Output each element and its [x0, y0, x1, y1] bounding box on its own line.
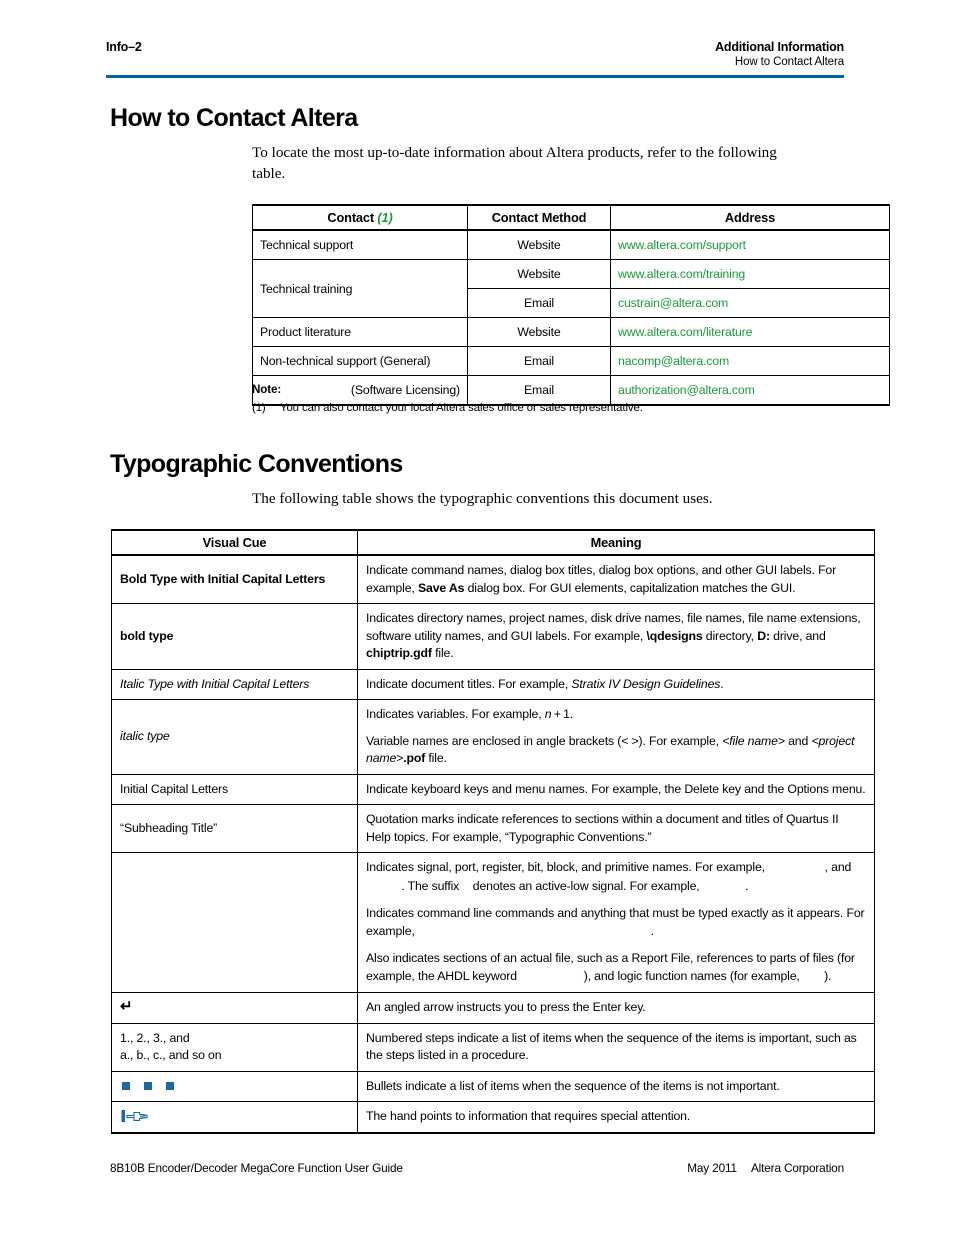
- heading-typographic-conventions: Typographic Conventions: [110, 450, 403, 478]
- note-text: You can also contact your local Altera sales office or sales representative.: [280, 402, 643, 414]
- table-row: [253, 318, 890, 347]
- table-row: [112, 805, 875, 853]
- bullet-square-icon: [166, 1082, 174, 1090]
- meaning-paragraph: Indicate keyboard keys and menu names. For example, the Delete key and the Options menu.: [366, 781, 866, 796]
- cell-visual-cue: [112, 604, 358, 670]
- meaning-paragraph: The hand points to information that requires special attention.: [366, 1109, 691, 1123]
- cell-method: Email: [468, 376, 611, 406]
- link-address[interactable]: custrain@altera.com: [618, 296, 729, 310]
- bullet-square-icon: [144, 1082, 152, 1090]
- note-label: Note:: [252, 383, 282, 396]
- typographic-conventions-table: [111, 529, 875, 1134]
- cell-method: Website: [468, 260, 611, 289]
- meaning-paragraph: Numbered steps indicate a list of items when the sequence of the items is important, such as the steps listed in a procedure.: [366, 1030, 857, 1062]
- pointing-hand-icon: [120, 1109, 349, 1125]
- cell-contact: Technical support: [253, 230, 468, 260]
- table-row: [253, 260, 890, 289]
- visual-cue-line: bold type: [120, 628, 174, 643]
- cell-contact: Non-technical support (General): [253, 347, 468, 376]
- cell-visual-cue: [112, 700, 358, 775]
- cell-meaning: [358, 555, 875, 604]
- cell-meaning: [358, 700, 875, 775]
- link-address[interactable]: nacomp@altera.com: [618, 354, 730, 368]
- table-row: [112, 774, 875, 805]
- cell-visual-cue-enter-arrow: [112, 993, 358, 1024]
- cell-address: [611, 318, 890, 347]
- hand-icon-svg: [121, 1109, 151, 1125]
- chapter-title: Additional Information: [715, 40, 844, 54]
- cell-contact: Product literature: [253, 318, 468, 347]
- cell-meaning: [358, 604, 875, 670]
- cell-meaning: [358, 1023, 875, 1071]
- meaning-paragraph: Indicate command names, dialog box titles, dialog box options, and other GUI labels. For example, Save As dialog box. For GUI elements, capitalization matches the GUI.: [366, 563, 837, 595]
- bullet-list-sample: [120, 1082, 349, 1090]
- cell-visual-cue: [112, 669, 358, 700]
- cell-contact: Technical training: [253, 260, 468, 318]
- column-header-contact: [253, 205, 468, 230]
- cell-meaning: [358, 1071, 875, 1102]
- cell-address: [611, 230, 890, 260]
- cell-meaning: [358, 805, 875, 853]
- link-address[interactable]: www.altera.com/support: [618, 238, 746, 252]
- meaning-paragraph: Indicates variables. For example, n + 1.: [366, 707, 574, 721]
- cell-address: [611, 289, 890, 318]
- meaning-paragraph: An angled arrow instructs you to press the Enter key.: [366, 1000, 646, 1014]
- running-head: [106, 40, 844, 69]
- table-row: [253, 230, 890, 260]
- cell-method: Email: [468, 289, 611, 318]
- paragraph-typographic-intro: The following table shows the typographic conventions this document uses.: [252, 490, 713, 507]
- footnote-reference-1: (1): [377, 210, 393, 225]
- cell-meaning: [358, 1102, 875, 1133]
- header-rule: [106, 75, 844, 78]
- cell-address: [611, 260, 890, 289]
- table-row: [112, 853, 875, 993]
- visual-cue-line: Bold Type with Initial Capital Letters: [120, 571, 326, 586]
- cell-visual-cue: [112, 853, 358, 993]
- running-head-right: [715, 40, 844, 69]
- visual-cue-line: a., b., c., and so on: [120, 1048, 222, 1062]
- table-row: [112, 700, 875, 775]
- page-footer: [110, 1161, 844, 1175]
- column-header-contact-label: Contact: [327, 210, 374, 225]
- cell-visual-cue: [112, 774, 358, 805]
- cell-visual-cue: [112, 805, 358, 853]
- column-header-contact-method: Contact Method: [468, 205, 611, 230]
- meaning-paragraph: Indicate document titles. For example, Stratix IV Design Guidelines.: [366, 676, 724, 691]
- meaning-paragraph: Bullets indicate a list of items when the sequence of the items is not important.: [366, 1078, 780, 1093]
- bullet-square-icon: [122, 1082, 130, 1090]
- cell-visual-cue: [112, 1023, 358, 1071]
- visual-cue-line: 1., 2., 3., and: [120, 1030, 190, 1045]
- heading-how-to-contact-altera: How to Contact Altera: [110, 104, 358, 132]
- table-row: [112, 1023, 875, 1071]
- table-row: [253, 347, 890, 376]
- cell-contact: (Software Licensing): [253, 376, 468, 406]
- section-title: How to Contact Altera: [734, 55, 844, 68]
- enter-arrow-icon: ↵: [120, 998, 133, 1015]
- table-header-row: [112, 530, 875, 555]
- cell-meaning: [358, 774, 875, 805]
- page-number: Info–2: [106, 40, 142, 54]
- visual-cue-line: “Subheading Title”: [120, 820, 218, 835]
- visual-cue-line: Italic Type with Initial Capital Letters: [120, 676, 310, 691]
- footer-company: Altera Corporation: [750, 1161, 844, 1175]
- footer-date: May 2011: [687, 1161, 737, 1175]
- column-header-meaning: Meaning: [358, 530, 875, 555]
- contact-table-body: [253, 230, 890, 405]
- meaning-paragraph: Quotation marks indicate references to sections within a document and titles of Quartus II Help topics. For example, “Typographic Conventions.”: [366, 812, 839, 844]
- contact-table-note: [252, 383, 844, 415]
- cell-method: Email: [468, 347, 611, 376]
- visual-cue-line: italic type: [120, 729, 170, 743]
- table-row: [112, 604, 875, 670]
- table-row: [112, 1071, 875, 1102]
- meaning-paragraph: Indicates command line commands and anything that must be typed exactly as it appears. For example, .: [366, 906, 865, 938]
- column-header-address: Address: [611, 205, 890, 230]
- table-row: [112, 1102, 875, 1133]
- cell-method: Website: [468, 318, 611, 347]
- footer-document-title: 8B10B Encoder/Decoder MegaCore Function User Guide: [110, 1161, 403, 1175]
- paragraph-contact-intro: To locate the most up-to-date information about Altera products, refer to the following table.: [252, 144, 777, 182]
- cell-meaning: [358, 993, 875, 1024]
- note-number: (1): [252, 402, 266, 414]
- table-row: [112, 555, 875, 604]
- link-address[interactable]: www.altera.com/literature: [618, 325, 753, 339]
- meaning-paragraph: Indicates signal, port, register, bit, block, and primitive names. For example, , and . The suffix denotes an active-low signal. For example, .: [366, 860, 852, 893]
- footer-right: [687, 1161, 844, 1175]
- column-header-visual-cue: Visual Cue: [112, 530, 358, 555]
- table-header-row: [253, 205, 890, 230]
- cell-meaning: [358, 669, 875, 700]
- visual-cue-line: Initial Capital Letters: [120, 781, 228, 796]
- typographic-conventions-body: [112, 555, 875, 1133]
- table-row: [112, 993, 875, 1024]
- cell-visual-cue: [112, 555, 358, 604]
- meaning-paragraph: Indicates directory names, project names, disk drive names, file names, file name extensions, software utility names, and GUI labels. For example, \qdesigns directory, D: drive, and chiptrip.gdf file.: [366, 611, 861, 660]
- cell-method: Website: [468, 230, 611, 260]
- contact-table: [252, 204, 890, 406]
- cell-visual-cue-hand: [112, 1102, 358, 1133]
- meaning-paragraph: Variable names are enclosed in angle brackets (< >). For example, <file name> and <project name>.pof file.: [366, 733, 855, 765]
- cell-visual-cue-bullets: [112, 1071, 358, 1102]
- meaning-paragraph: Also indicates sections of an actual file, such as a Report File, references to parts of files (for example, the AHDL keyword ), and logic function names (for example, ).: [366, 951, 855, 983]
- note-item: [252, 401, 844, 415]
- table-row: [112, 669, 875, 700]
- link-address[interactable]: authorization@altera.com: [618, 383, 755, 397]
- link-address[interactable]: www.altera.com/training: [618, 267, 746, 281]
- cell-meaning: [358, 853, 875, 993]
- cell-address: [611, 347, 890, 376]
